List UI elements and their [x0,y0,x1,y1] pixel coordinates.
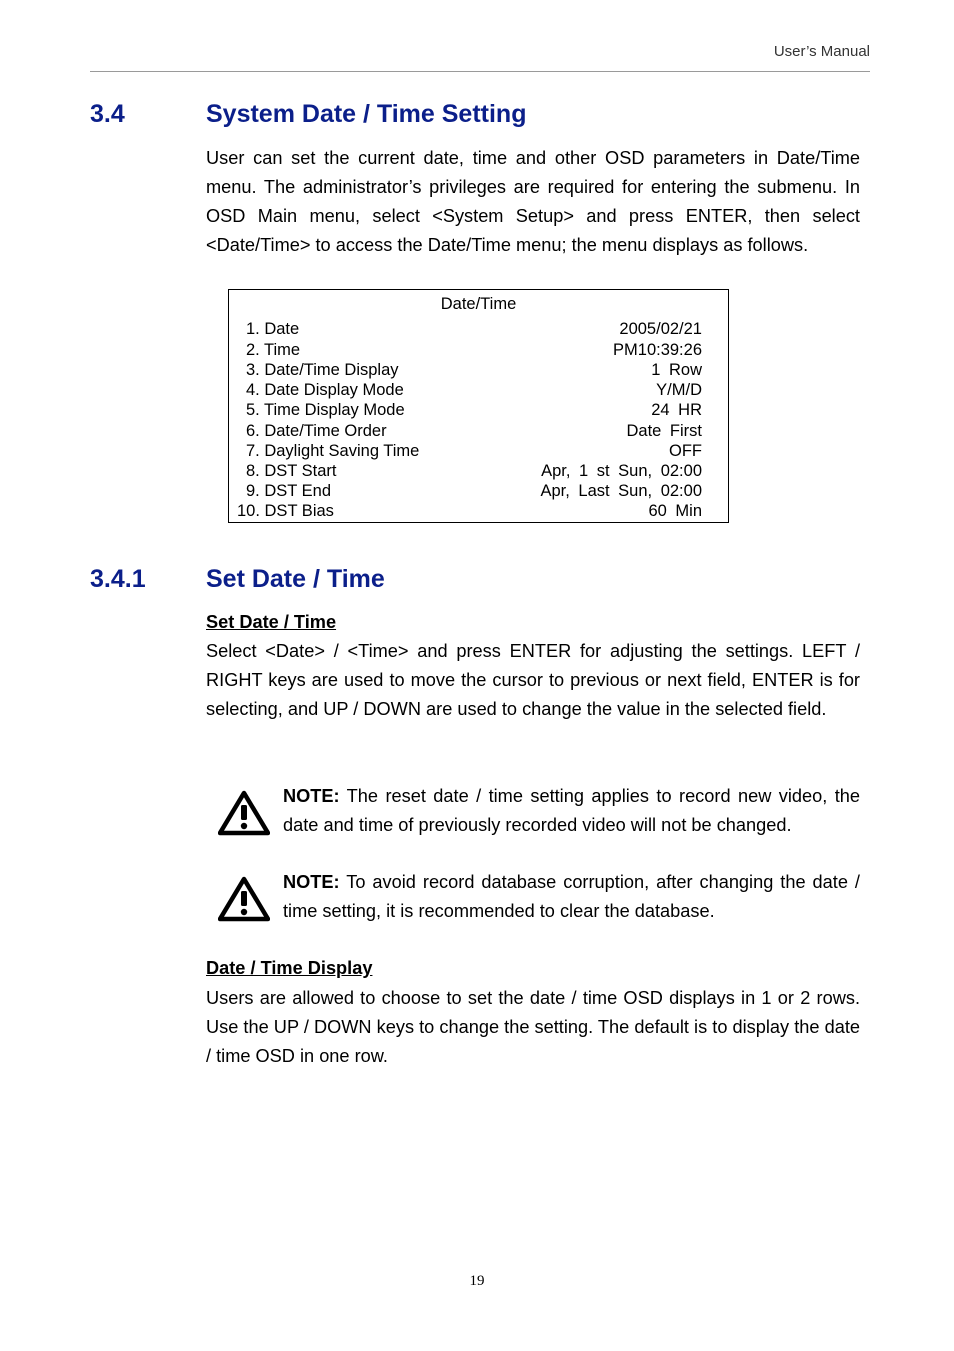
section-intro: User can set the current date, time and other OSD parameters in Date/Time menu. The administrator’s privileges are required for entering the submenu. In OSD Main menu, select <System Setup> and press ENTER, then select <Date/Time> to access the Date/Time menu; the menu displays as follows. [206,148,860,255]
set-date-time-body: Select <Date> / <Time> and press ENTER for adjusting the settings. LEFT / RIGHT keys are used to move the cursor to previous or next field, ENTER is for selecting, and UP / DOWN are used to change the value in the selected field. [206,641,860,719]
menu-row-value: Date First [626,422,702,440]
menu-row-label: 2. Time [246,341,301,359]
warning-icon [218,876,270,922]
menu-row [237,401,702,421]
menu-row [237,341,702,361]
menu-row-label: 3. Date/Time Display [246,361,399,379]
menu-row-value: Apr, Last Sun, 02:00 [540,482,702,500]
section-heading [90,100,526,129]
menu-row-value: Y/M/D [656,381,702,399]
menu-row-label: 8. DST Start [246,462,337,480]
menu-row-value: OFF [669,442,702,460]
subsection-number: 3.4.1 [90,565,146,593]
note-label: NOTE: [283,872,340,892]
menu-row-value: 24 HR [651,401,702,419]
section-title: System Date / Time Setting [206,100,527,128]
menu-row-label: 10. DST Bias [237,502,334,520]
date-time-display-heading: Date / Time Display [206,958,373,978]
page-number: 19 [469,1273,485,1289]
menu-row-value: Apr, 1 st Sun, 02:00 [541,462,702,480]
menu-row [237,482,702,502]
note-body: The reset date / time setting applies to record new video, the date and time of previously recorded video will not be changed. [283,786,860,835]
menu-row [237,361,702,381]
menu-title: Date/Time [440,295,517,313]
menu-row [237,320,702,340]
subsection-title: Set Date / Time [206,565,385,593]
menu-row [237,422,702,442]
date-time-display-body: Users are allowed to choose to set the date / time OSD displays in 1 or 2 rows. Use the UP / DOWN keys to change the setting. The default is to display the date / time OSD in one row. [206,988,860,1066]
menu-row-value: 2005/02/21 [619,320,702,338]
menu-row-value: PM10:39:26 [613,341,702,359]
warning-icon [218,790,270,836]
subsection-heading [90,565,385,594]
menu-row [237,462,702,482]
menu-row-value: 60 Min [648,502,702,520]
menu-row-label: 6. Date/Time Order [246,422,387,440]
section-number: 3.4 [90,100,125,128]
menu-row [237,502,702,522]
menu-row-label: 9. DST End [246,482,331,500]
menu-row-value: 1 Row [651,361,702,379]
menu-row-label: 5. Time Display Mode [246,401,405,419]
header-title: User’s Manual [773,43,870,60]
menu-row [237,381,702,401]
menu-row-label: 1. Date [246,320,300,338]
menu-row-label: 7. Daylight Saving Time [246,442,420,460]
note-label: NOTE: [283,786,340,806]
note-text [283,868,860,926]
menu-row-label: 4. Date Display Mode [246,381,404,399]
date-time-menu [228,289,729,523]
note-body: To avoid record database corruption, after changing the date / time setting, it is recommended to clear the database. [283,872,860,921]
menu-row [237,442,702,462]
note-text [283,782,860,840]
header-divider [90,71,870,72]
set-date-time-heading: Set Date / Time [206,612,337,632]
